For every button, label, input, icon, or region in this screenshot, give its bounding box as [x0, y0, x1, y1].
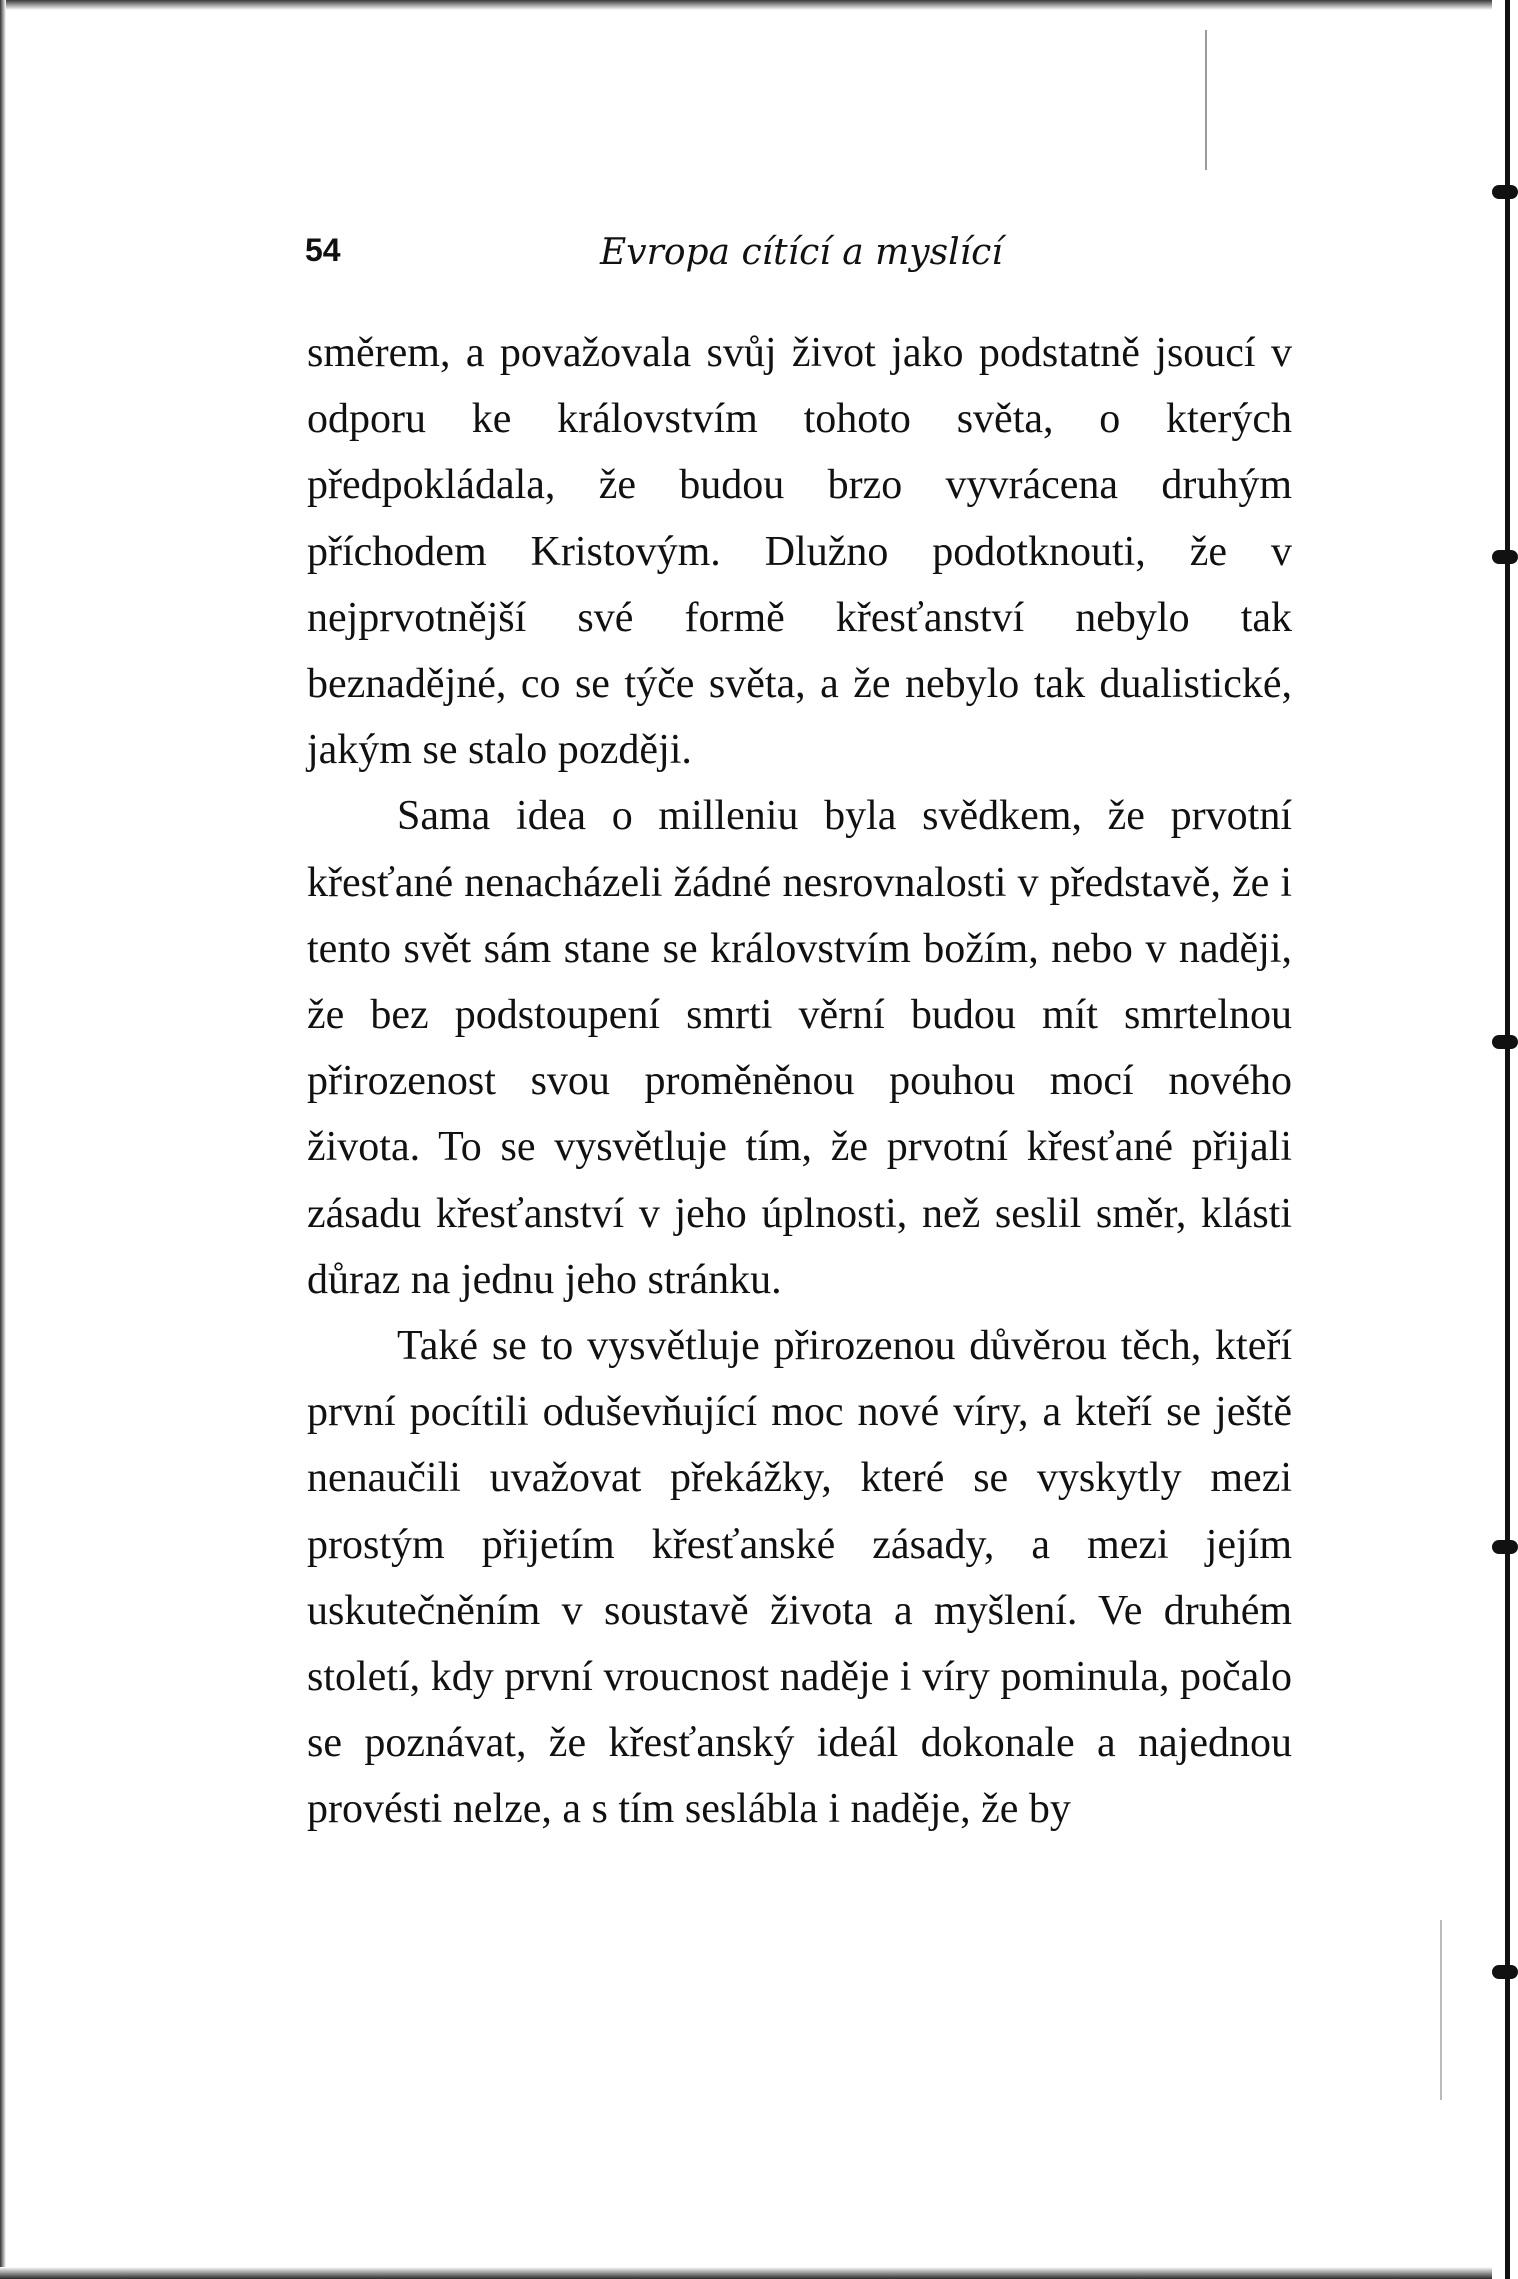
body-text: [307, 320, 1292, 1843]
scan-left-edge: [0, 0, 6, 2279]
paragraph: směrem, a považovala svůj život jako podstatně jsoucí v odporu ke královstvím tohoto světa, o kterých předpokládala, že budou brzo vyvrácena druhým příchodem Kristovým. Dlužno podotknouti, že v nejprvotnější své formě křesťanství nebylo tak beznadějné, co se týče světa, a že nebylo tak dualistické, jakým se stalo později.: [307, 330, 1292, 774]
scan-top-edge: [0, 0, 1518, 10]
paper-scuff-mark: [1440, 1920, 1442, 2100]
book-binding: [1492, 0, 1518, 2279]
scan-bottom-edge: [0, 2267, 1518, 2279]
page-header: [305, 232, 1295, 282]
binding-thread-mark: [1492, 1540, 1518, 1554]
binding-thread-mark: [1492, 550, 1518, 564]
paper-scuff-mark: [1205, 30, 1207, 170]
binding-thread-mark: [1492, 185, 1518, 199]
page-number: 54: [305, 232, 341, 268]
binding-thread-mark: [1492, 1035, 1518, 1049]
paragraph: Sama idea o milleniu byla svědkem, že prvotní křesťané nenacházeli žádné nesrovnalosti v představě, že i tento svět sám stane se královstvím božím, nebo v naději, že bez podstoupení smrti věrní budou mít smrtelnou přirozenost svou proměněnou pouhou mocí nového života. To se vysvětluje tím, že prvotní křesťané přijali zásadu křesťanství v jeho úplnosti, než seslil směr, klásti důraz na jednu jeho stránku.: [307, 793, 1292, 1303]
paragraph: Také se to vysvětluje přirozenou důvěrou těch, kteří první pocítili oduševňující moc nové víry, a kteří se ještě nenaučili uvažovat překážky, které se vyskytly mezi prostým přijetím křesťanské zásady, a mezi jejím uskutečněním v soustavě života a myšlení. Ve druhém století, kdy první vroucnost naděje i víry pominula, počalo se poznávat, že křesťanský ideál dokonale a najednou provésti nelze, a s tím seslábla i naděje, že by: [307, 1323, 1292, 1833]
running-title: Evropa cítící a myslící: [600, 232, 1003, 273]
binding-spine-line: [1505, 0, 1510, 2279]
binding-thread-mark: [1492, 1965, 1518, 1979]
